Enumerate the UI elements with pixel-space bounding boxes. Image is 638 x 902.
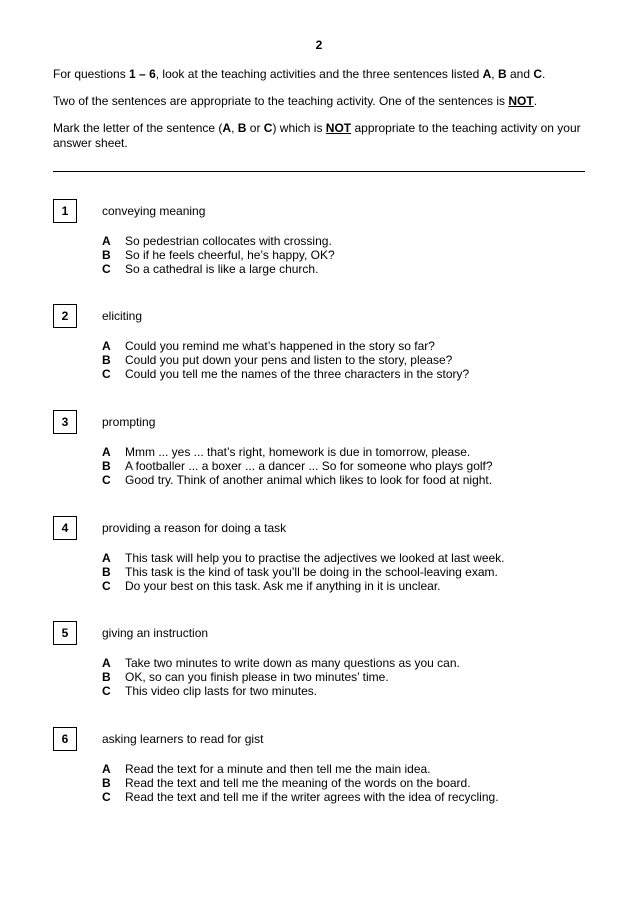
letter-b: B bbox=[237, 121, 247, 135]
option-letter: B bbox=[102, 459, 111, 473]
option-list bbox=[102, 445, 493, 487]
not-emphasis: NOT bbox=[508, 94, 534, 108]
option-list bbox=[102, 339, 469, 381]
instruction-text: , bbox=[491, 67, 498, 81]
instruction-text: For questions bbox=[53, 67, 130, 81]
option-b bbox=[102, 670, 460, 684]
question-number: 2 bbox=[53, 304, 77, 328]
option-text: OK, so can you finish please in two minutes’ time. bbox=[125, 670, 389, 684]
teaching-activity: prompting bbox=[102, 415, 156, 429]
teaching-activity: giving an instruction bbox=[102, 626, 209, 640]
instruction-text: , bbox=[231, 121, 238, 135]
option-letter: C bbox=[102, 579, 111, 593]
teaching-activity: providing a reason for doing a task bbox=[102, 521, 287, 535]
option-list bbox=[102, 762, 499, 804]
option-letter: A bbox=[102, 551, 111, 565]
option-a bbox=[102, 551, 505, 565]
option-letter: B bbox=[102, 353, 111, 367]
option-c bbox=[102, 367, 469, 381]
letter-c: C bbox=[263, 121, 273, 135]
option-a bbox=[102, 339, 469, 353]
option-text: Could you remind me what’s happened in the story so far? bbox=[125, 339, 435, 353]
option-text: Read the text for a minute and then tell me the main idea. bbox=[125, 762, 431, 776]
option-text: This video clip lasts for two minutes. bbox=[125, 684, 318, 698]
option-c bbox=[102, 473, 493, 487]
option-text: Take two minutes to write down as many questions as you can. bbox=[125, 656, 460, 670]
instruction-text: appropriate to the teaching activity on your answer sheet. bbox=[53, 121, 581, 150]
question-number: 1 bbox=[53, 199, 77, 223]
option-text: A footballer ... a boxer ... a dancer ... So for someone who plays golf? bbox=[125, 459, 493, 473]
option-text: Mmm ... yes ... that’s right, homework is due in tomorrow, please. bbox=[125, 445, 471, 459]
letter-a: A bbox=[222, 121, 232, 135]
option-letter: B bbox=[102, 248, 111, 262]
option-letter: A bbox=[102, 339, 111, 353]
instruction-text: Mark the letter of the sentence ( bbox=[53, 121, 223, 135]
teaching-activity: conveying meaning bbox=[102, 204, 206, 218]
letter-a: A bbox=[482, 67, 492, 81]
option-c bbox=[102, 579, 505, 593]
option-letter: B bbox=[102, 776, 111, 790]
option-letter: B bbox=[102, 565, 111, 579]
option-text: Read the text and tell me the meaning of the words on the board. bbox=[125, 776, 471, 790]
option-list bbox=[102, 234, 335, 276]
option-text: So if he feels cheerful, he’s happy, OK? bbox=[125, 248, 335, 262]
teaching-activity: asking learners to read for gist bbox=[102, 732, 264, 746]
option-text: Good try. Think of another animal which likes to look for food at night. bbox=[125, 473, 493, 487]
option-b bbox=[102, 353, 469, 367]
option-letter: A bbox=[102, 234, 111, 248]
question-number: 6 bbox=[53, 727, 77, 751]
instruction-text: ) which is bbox=[272, 121, 326, 135]
instruction-mark-answer bbox=[53, 121, 593, 151]
option-c bbox=[102, 790, 499, 804]
option-text: This task will help you to practise the adjectives we looked at last week. bbox=[125, 551, 505, 565]
option-letter: C bbox=[102, 367, 111, 381]
option-a bbox=[102, 656, 460, 670]
not-emphasis: NOT bbox=[325, 121, 352, 135]
option-text: So a cathedral is like a large church. bbox=[125, 262, 319, 276]
instruction-text: and bbox=[506, 67, 534, 81]
page-number: 2 bbox=[315, 38, 323, 52]
option-letter: C bbox=[102, 473, 111, 487]
option-b bbox=[102, 565, 505, 579]
option-b bbox=[102, 248, 335, 262]
option-a bbox=[102, 445, 493, 459]
option-c bbox=[102, 684, 460, 698]
letter-b: B bbox=[497, 67, 507, 81]
divider bbox=[53, 171, 585, 172]
instruction-text: . bbox=[542, 67, 546, 81]
option-b bbox=[102, 459, 493, 473]
option-list bbox=[102, 551, 505, 593]
option-text: This task is the kind of task you’ll be doing in the school-leaving exam. bbox=[125, 565, 498, 579]
option-text: Do your best on this task. Ask me if anything in it is unclear. bbox=[125, 579, 441, 593]
option-letter: C bbox=[102, 262, 111, 276]
question-number: 3 bbox=[53, 410, 77, 434]
option-text: Could you put down your pens and listen to the story, please? bbox=[125, 353, 453, 367]
option-letter: B bbox=[102, 670, 111, 684]
instruction-questions-range bbox=[53, 67, 593, 82]
instruction-text: , look at the teaching activities and the three sentences listed bbox=[155, 67, 483, 81]
option-letter: A bbox=[102, 445, 111, 459]
question-number: 4 bbox=[53, 516, 77, 540]
letter-c: C bbox=[533, 67, 543, 81]
option-letter: A bbox=[102, 656, 111, 670]
question-number: 5 bbox=[53, 621, 77, 645]
instruction-text: Two of the sentences are appropriate to the teaching activity. One of the sentences is bbox=[53, 94, 509, 108]
instruction-appropriateness bbox=[53, 94, 593, 109]
option-a bbox=[102, 234, 335, 248]
option-c bbox=[102, 262, 335, 276]
instruction-text: or bbox=[246, 121, 264, 135]
option-a bbox=[102, 762, 499, 776]
option-text: Could you tell me the names of the three characters in the story? bbox=[125, 367, 470, 381]
option-list bbox=[102, 656, 460, 698]
option-letter: C bbox=[102, 684, 111, 698]
option-letter: C bbox=[102, 790, 111, 804]
instruction-text: . bbox=[533, 94, 538, 108]
option-text: Read the text and tell me if the writer agrees with the idea of recycling. bbox=[125, 790, 499, 804]
option-b bbox=[102, 776, 499, 790]
question-range: 1 – 6 bbox=[129, 67, 156, 81]
teaching-activity: eliciting bbox=[102, 309, 143, 323]
option-letter: A bbox=[102, 762, 111, 776]
option-text: So pedestrian collocates with crossing. bbox=[125, 234, 332, 248]
